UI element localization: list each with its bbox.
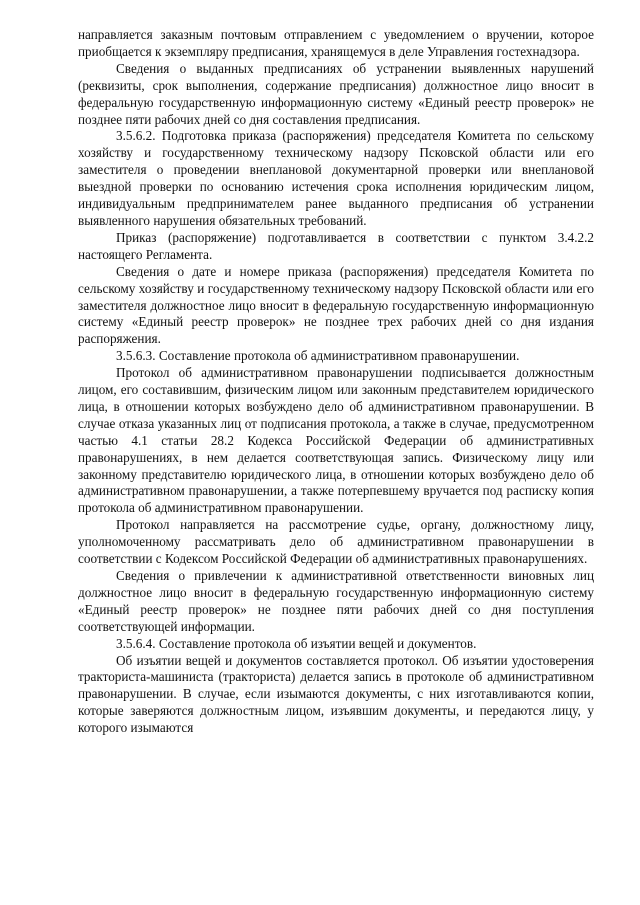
paragraph-liability-registry: Сведения о привлечении к административной ответственности виновных лиц должностное лицо вносит в федеральную государственную информационную систему «Единый реестр проверок» не позднее пяти рабочих дней со дня поступления соответствующей информации.	[78, 568, 594, 634]
paragraph-seizure-protocol: Об изъятии вещей и документов составляется протокол. Об изъятии удостоверения тракториста-машиниста (тракториста) делается запись в протоколе об административном правонарушении. В случае, если изымаются документы, с них изготавливаются копии, которые заверяются должностным лицом, изъявшим документы, и передаются лицу, у которого изымаются	[78, 652, 594, 736]
paragraph-order-registry: Сведения о дате и номере приказа (распоряжения) председателя Комитета по сельскому хозяйству и государственному техническому надзору Псковской области или его заместителя должностное лицо вносит в федеральную государственную информационную систему «Единый реестр проверок» не позднее трех рабочих дней со дня издания распоряжения.	[78, 263, 594, 347]
paragraph-3-5-6-3-heading: 3.5.6.3. Составление протокола об административном правонарушении.	[116, 348, 520, 364]
paragraph-protocol-referral: Протокол направляется на рассмотрение судье, органу, должностному лицу, уполномоченному рассматривать дело об административном правонарушении в соответствии с Кодексом Российской Федерации об административных правонарушениях.	[78, 517, 594, 567]
paragraph-3-5-6-2-heading: 3.5.6.2. Подготовка приказа (распоряжения) председателя Комитета по сельскому хозяйству и государственному техническому надзору Псковской области или его заместителя о проведении внеплановой документарной проверки или внеплановой выездной проверки по основанию истечения срока исполнения юридическим лицом, индивидуальным предпринимателем ранее выданного предписания об устранении выявленного нарушения обязательных требований.	[78, 128, 594, 228]
document-page	[78, 27, 594, 737]
paragraph-protocol-signing: Протокол об административном правонарушении подписывается должностным лицом, его составившим, физическим лицом или законным представителем юридического лица, в отношении которых возбуждено дело об административном правонарушении. В случае отказа указанных лиц от подписания протокола, а также в случае, предусмотренном частью 4.1 статьи 28.2 Кодекса Российской Федерации об административных правонарушениях, в нем делается соответствующая запись. Физическому лицу или законному представителю юридического лица, в отношении которых возбуждено дело об административном правонарушении, а также потерпевшему вручается под расписку копия протокола об административном правонарушении.	[78, 365, 594, 516]
paragraph-3-5-6-4-heading: 3.5.6.4. Составление протокола об изъятии вещей и документов.	[116, 635, 477, 651]
paragraph-prescription-registry: Сведения о выданных предписаниях об устранении выявленных нарушений (реквизиты, срок выполнения, содержание предписания) должностное лицо вносит в федеральную государственную информационную систему «Единый реестр проверок» не позднее пяти рабочих дней со дня составления предписания.	[78, 60, 594, 127]
paragraph-delivery-notice: направляется заказным почтовым отправлением с уведомлением о вручении, которое приобщается к экземпляру предписания, хранящемуся в деле Управления гостехнадзора.	[78, 27, 594, 59]
paragraph-order-preparation: Приказ (распоряжение) подготавливается в соответствии с пунктом 3.4.2.2 настоящего Регламента.	[78, 229, 594, 262]
